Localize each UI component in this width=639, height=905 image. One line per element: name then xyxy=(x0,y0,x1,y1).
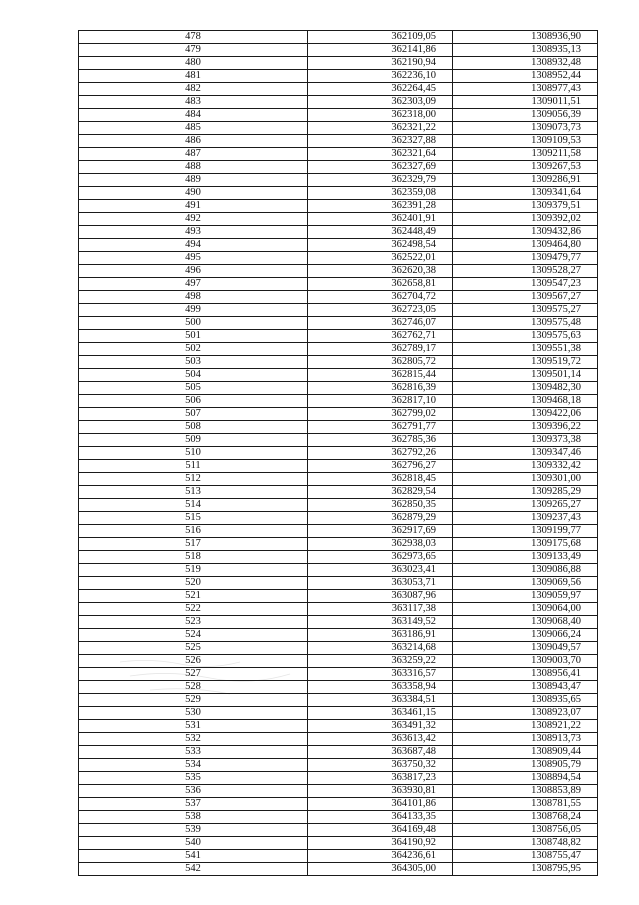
y-coordinate-cell: 1308909,44 xyxy=(453,746,598,759)
y-coordinate-cell: 1308977,43 xyxy=(453,83,598,96)
table-row xyxy=(79,122,598,135)
x-coordinate-cell: 362805,72 xyxy=(308,356,453,369)
y-coordinate-cell: 1309379,51 xyxy=(453,200,598,213)
y-coordinate-cell: 1309267,53 xyxy=(453,161,598,174)
x-coordinate-cell: 362938,03 xyxy=(308,538,453,551)
y-coordinate-cell: 1308748,82 xyxy=(453,837,598,850)
table-row xyxy=(79,187,598,200)
x-coordinate-cell: 362723,05 xyxy=(308,304,453,317)
y-coordinate-cell: 1308956,41 xyxy=(453,668,598,681)
table-row xyxy=(79,239,598,252)
point-number-cell: 480 xyxy=(79,57,308,70)
table-row xyxy=(79,200,598,213)
x-coordinate-cell: 363117,38 xyxy=(308,603,453,616)
table-row xyxy=(79,421,598,434)
point-number-cell: 498 xyxy=(79,291,308,304)
x-coordinate-cell: 362321,64 xyxy=(308,148,453,161)
point-number-cell: 517 xyxy=(79,538,308,551)
x-coordinate-cell: 362816,39 xyxy=(308,382,453,395)
y-coordinate-cell: 1309086,88 xyxy=(453,564,598,577)
y-coordinate-cell: 1309133,49 xyxy=(453,551,598,564)
x-coordinate-cell: 363461,15 xyxy=(308,707,453,720)
y-coordinate-cell: 1309237,43 xyxy=(453,512,598,525)
y-coordinate-cell: 1308943,47 xyxy=(453,681,598,694)
y-coordinate-cell: 1309396,22 xyxy=(453,421,598,434)
point-number-cell: 491 xyxy=(79,200,308,213)
y-coordinate-cell: 1309528,27 xyxy=(453,265,598,278)
y-coordinate-cell: 1308768,24 xyxy=(453,811,598,824)
point-number-cell: 541 xyxy=(79,850,308,863)
x-coordinate-cell: 362327,69 xyxy=(308,161,453,174)
table-row xyxy=(79,369,598,382)
x-coordinate-cell: 364305,00 xyxy=(308,863,453,876)
table-row xyxy=(79,694,598,707)
x-coordinate-cell: 362620,38 xyxy=(308,265,453,278)
table-row xyxy=(79,798,598,811)
table-row xyxy=(79,434,598,447)
x-coordinate-cell: 362815,44 xyxy=(308,369,453,382)
point-number-cell: 531 xyxy=(79,720,308,733)
point-number-cell: 521 xyxy=(79,590,308,603)
point-number-cell: 485 xyxy=(79,122,308,135)
y-coordinate-cell: 1309501,14 xyxy=(453,369,598,382)
x-coordinate-cell: 363750,32 xyxy=(308,759,453,772)
x-coordinate-cell: 363214,68 xyxy=(308,642,453,655)
table-row xyxy=(79,109,598,122)
table-row xyxy=(79,629,598,642)
table-row xyxy=(79,57,598,70)
x-coordinate-cell: 363149,52 xyxy=(308,616,453,629)
table-row xyxy=(79,96,598,109)
x-coordinate-cell: 362850,35 xyxy=(308,499,453,512)
point-number-cell: 495 xyxy=(79,252,308,265)
point-number-cell: 519 xyxy=(79,564,308,577)
table-row xyxy=(79,330,598,343)
point-number-cell: 535 xyxy=(79,772,308,785)
x-coordinate-cell: 363687,48 xyxy=(308,746,453,759)
x-coordinate-cell: 362746,07 xyxy=(308,317,453,330)
point-number-cell: 512 xyxy=(79,473,308,486)
table-row xyxy=(79,824,598,837)
y-coordinate-cell: 1309392,02 xyxy=(453,213,598,226)
y-coordinate-cell: 1309066,24 xyxy=(453,629,598,642)
y-coordinate-cell: 1309265,27 xyxy=(453,499,598,512)
x-coordinate-cell: 363259,22 xyxy=(308,655,453,668)
table-row xyxy=(79,83,598,96)
x-coordinate-cell: 362818,45 xyxy=(308,473,453,486)
point-number-cell: 540 xyxy=(79,837,308,850)
table-row xyxy=(79,837,598,850)
y-coordinate-cell: 1308905,79 xyxy=(453,759,598,772)
table-row xyxy=(79,252,598,265)
x-coordinate-cell: 362879,29 xyxy=(308,512,453,525)
table-row xyxy=(79,642,598,655)
y-coordinate-cell: 1309211,58 xyxy=(453,148,598,161)
y-coordinate-cell: 1309347,46 xyxy=(453,447,598,460)
y-coordinate-cell: 1309432,86 xyxy=(453,226,598,239)
table-row xyxy=(79,408,598,421)
point-number-cell: 515 xyxy=(79,512,308,525)
x-coordinate-cell: 363358,94 xyxy=(308,681,453,694)
y-coordinate-cell: 1309068,40 xyxy=(453,616,598,629)
table-row xyxy=(79,863,598,876)
point-number-cell: 509 xyxy=(79,434,308,447)
x-coordinate-cell: 362791,77 xyxy=(308,421,453,434)
x-coordinate-cell: 362829,54 xyxy=(308,486,453,499)
point-number-cell: 489 xyxy=(79,174,308,187)
point-number-cell: 526 xyxy=(79,655,308,668)
point-number-cell: 482 xyxy=(79,83,308,96)
y-coordinate-cell: 1308894,54 xyxy=(453,772,598,785)
y-coordinate-cell: 1308756,05 xyxy=(453,824,598,837)
x-coordinate-cell: 362109,05 xyxy=(308,31,453,44)
point-number-cell: 483 xyxy=(79,96,308,109)
x-coordinate-cell: 362792,26 xyxy=(308,447,453,460)
y-coordinate-cell: 1308923,07 xyxy=(453,707,598,720)
point-number-cell: 508 xyxy=(79,421,308,434)
table-row xyxy=(79,772,598,785)
y-coordinate-cell: 1308936,90 xyxy=(453,31,598,44)
table-row xyxy=(79,850,598,863)
x-coordinate-cell: 362498,54 xyxy=(308,239,453,252)
point-number-cell: 542 xyxy=(79,863,308,876)
x-coordinate-cell: 363817,23 xyxy=(308,772,453,785)
point-number-cell: 504 xyxy=(79,369,308,382)
x-coordinate-cell: 363491,32 xyxy=(308,720,453,733)
table-row xyxy=(79,356,598,369)
table-row xyxy=(79,681,598,694)
point-number-cell: 481 xyxy=(79,70,308,83)
x-coordinate-cell: 363023,41 xyxy=(308,564,453,577)
point-number-cell: 524 xyxy=(79,629,308,642)
point-number-cell: 500 xyxy=(79,317,308,330)
x-coordinate-cell: 362329,79 xyxy=(308,174,453,187)
table-row xyxy=(79,720,598,733)
table-row xyxy=(79,707,598,720)
point-number-cell: 494 xyxy=(79,239,308,252)
table-row xyxy=(79,811,598,824)
table-row xyxy=(79,486,598,499)
y-coordinate-cell: 1309547,23 xyxy=(453,278,598,291)
point-number-cell: 479 xyxy=(79,44,308,57)
table-row xyxy=(79,213,598,226)
x-coordinate-cell: 363053,71 xyxy=(308,577,453,590)
x-coordinate-cell: 362762,71 xyxy=(308,330,453,343)
y-coordinate-cell: 1308853,89 xyxy=(453,785,598,798)
y-coordinate-cell: 1308921,22 xyxy=(453,720,598,733)
point-number-cell: 529 xyxy=(79,694,308,707)
table-row xyxy=(79,382,598,395)
y-coordinate-cell: 1309011,51 xyxy=(453,96,598,109)
table-row xyxy=(79,668,598,681)
x-coordinate-cell: 362799,02 xyxy=(308,408,453,421)
point-number-cell: 525 xyxy=(79,642,308,655)
x-coordinate-cell: 362236,10 xyxy=(308,70,453,83)
y-coordinate-cell: 1309069,56 xyxy=(453,577,598,590)
x-coordinate-cell: 362973,65 xyxy=(308,551,453,564)
point-number-cell: 478 xyxy=(79,31,308,44)
x-coordinate-cell: 362391,28 xyxy=(308,200,453,213)
table-row xyxy=(79,577,598,590)
y-coordinate-cell: 1308795,95 xyxy=(453,863,598,876)
point-number-cell: 528 xyxy=(79,681,308,694)
y-coordinate-cell: 1309199,77 xyxy=(453,525,598,538)
y-coordinate-cell: 1309064,00 xyxy=(453,603,598,616)
table-row xyxy=(79,603,598,616)
y-coordinate-cell: 1309479,77 xyxy=(453,252,598,265)
y-coordinate-cell: 1309301,00 xyxy=(453,473,598,486)
table-row xyxy=(79,616,598,629)
y-coordinate-cell: 1309464,80 xyxy=(453,239,598,252)
table-row xyxy=(79,304,598,317)
x-coordinate-cell: 363613,42 xyxy=(308,733,453,746)
x-coordinate-cell: 363186,91 xyxy=(308,629,453,642)
point-number-cell: 513 xyxy=(79,486,308,499)
y-coordinate-cell: 1309286,91 xyxy=(453,174,598,187)
x-coordinate-cell: 363087,96 xyxy=(308,590,453,603)
y-coordinate-cell: 1309073,73 xyxy=(453,122,598,135)
table-row xyxy=(79,278,598,291)
x-coordinate-cell: 362658,81 xyxy=(308,278,453,291)
x-coordinate-cell: 362190,94 xyxy=(308,57,453,70)
point-number-cell: 487 xyxy=(79,148,308,161)
x-coordinate-cell: 363316,57 xyxy=(308,668,453,681)
table-row xyxy=(79,551,598,564)
point-number-cell: 497 xyxy=(79,278,308,291)
point-number-cell: 534 xyxy=(79,759,308,772)
table-row xyxy=(79,785,598,798)
x-coordinate-cell: 362785,36 xyxy=(308,434,453,447)
table-row xyxy=(79,512,598,525)
table-row xyxy=(79,174,598,187)
point-number-cell: 507 xyxy=(79,408,308,421)
x-coordinate-cell: 362817,10 xyxy=(308,395,453,408)
point-number-cell: 510 xyxy=(79,447,308,460)
x-coordinate-cell: 362327,88 xyxy=(308,135,453,148)
point-number-cell: 536 xyxy=(79,785,308,798)
y-coordinate-cell: 1309341,64 xyxy=(453,187,598,200)
table-row xyxy=(79,291,598,304)
x-coordinate-cell: 363930,81 xyxy=(308,785,453,798)
point-number-cell: 532 xyxy=(79,733,308,746)
table-row xyxy=(79,460,598,473)
y-coordinate-cell: 1309519,72 xyxy=(453,356,598,369)
point-number-cell: 499 xyxy=(79,304,308,317)
x-coordinate-cell: 362401,91 xyxy=(308,213,453,226)
x-coordinate-cell: 362789,17 xyxy=(308,343,453,356)
x-coordinate-cell: 364133,35 xyxy=(308,811,453,824)
y-coordinate-cell: 1309468,18 xyxy=(453,395,598,408)
table-row xyxy=(79,447,598,460)
table-row xyxy=(79,733,598,746)
table-row xyxy=(79,161,598,174)
table-row xyxy=(79,564,598,577)
table-row xyxy=(79,590,598,603)
point-number-cell: 490 xyxy=(79,187,308,200)
point-number-cell: 486 xyxy=(79,135,308,148)
table-row xyxy=(79,499,598,512)
point-number-cell: 516 xyxy=(79,525,308,538)
table-row xyxy=(79,525,598,538)
y-coordinate-cell: 1309422,06 xyxy=(453,408,598,421)
y-coordinate-cell: 1309575,63 xyxy=(453,330,598,343)
x-coordinate-cell: 364169,48 xyxy=(308,824,453,837)
table-row xyxy=(79,44,598,57)
y-coordinate-cell: 1308935,65 xyxy=(453,694,598,707)
point-number-cell: 506 xyxy=(79,395,308,408)
coordinates-table-body xyxy=(79,31,598,876)
table-row xyxy=(79,538,598,551)
y-coordinate-cell: 1309482,30 xyxy=(453,382,598,395)
y-coordinate-cell: 1309056,39 xyxy=(453,109,598,122)
point-number-cell: 501 xyxy=(79,330,308,343)
table-row xyxy=(79,31,598,44)
x-coordinate-cell: 362359,08 xyxy=(308,187,453,200)
point-number-cell: 527 xyxy=(79,668,308,681)
point-number-cell: 496 xyxy=(79,265,308,278)
point-number-cell: 533 xyxy=(79,746,308,759)
y-coordinate-cell: 1309567,27 xyxy=(453,291,598,304)
point-number-cell: 518 xyxy=(79,551,308,564)
x-coordinate-cell: 362704,72 xyxy=(308,291,453,304)
point-number-cell: 488 xyxy=(79,161,308,174)
point-number-cell: 520 xyxy=(79,577,308,590)
table-row xyxy=(79,343,598,356)
y-coordinate-cell: 1309575,48 xyxy=(453,317,598,330)
x-coordinate-cell: 362264,45 xyxy=(308,83,453,96)
x-coordinate-cell: 364236,61 xyxy=(308,850,453,863)
coordinates-table xyxy=(78,30,598,876)
y-coordinate-cell: 1308935,13 xyxy=(453,44,598,57)
point-number-cell: 538 xyxy=(79,811,308,824)
y-coordinate-cell: 1308913,73 xyxy=(453,733,598,746)
y-coordinate-cell: 1308755,47 xyxy=(453,850,598,863)
point-number-cell: 505 xyxy=(79,382,308,395)
point-number-cell: 523 xyxy=(79,616,308,629)
y-coordinate-cell: 1309059,97 xyxy=(453,590,598,603)
point-number-cell: 530 xyxy=(79,707,308,720)
table-row xyxy=(79,655,598,668)
y-coordinate-cell: 1308952,44 xyxy=(453,70,598,83)
table-row xyxy=(79,759,598,772)
table-row xyxy=(79,226,598,239)
point-number-cell: 511 xyxy=(79,460,308,473)
x-coordinate-cell: 362448,49 xyxy=(308,226,453,239)
y-coordinate-cell: 1309285,29 xyxy=(453,486,598,499)
table-row xyxy=(79,70,598,83)
y-coordinate-cell: 1309332,42 xyxy=(453,460,598,473)
point-number-cell: 502 xyxy=(79,343,308,356)
y-coordinate-cell: 1308781,55 xyxy=(453,798,598,811)
x-coordinate-cell: 362318,00 xyxy=(308,109,453,122)
table-row xyxy=(79,265,598,278)
point-number-cell: 522 xyxy=(79,603,308,616)
point-number-cell: 492 xyxy=(79,213,308,226)
point-number-cell: 484 xyxy=(79,109,308,122)
point-number-cell: 503 xyxy=(79,356,308,369)
y-coordinate-cell: 1308932,48 xyxy=(453,57,598,70)
table-row xyxy=(79,746,598,759)
x-coordinate-cell: 364101,86 xyxy=(308,798,453,811)
y-coordinate-cell: 1309175,68 xyxy=(453,538,598,551)
x-coordinate-cell: 362321,22 xyxy=(308,122,453,135)
y-coordinate-cell: 1309575,27 xyxy=(453,304,598,317)
y-coordinate-cell: 1309551,38 xyxy=(453,343,598,356)
table-row xyxy=(79,473,598,486)
y-coordinate-cell: 1309109,53 xyxy=(453,135,598,148)
table-row xyxy=(79,135,598,148)
point-number-cell: 514 xyxy=(79,499,308,512)
point-number-cell: 493 xyxy=(79,226,308,239)
x-coordinate-cell: 362796,27 xyxy=(308,460,453,473)
x-coordinate-cell: 362303,09 xyxy=(308,96,453,109)
table-row xyxy=(79,395,598,408)
y-coordinate-cell: 1309049,57 xyxy=(453,642,598,655)
y-coordinate-cell: 1309373,38 xyxy=(453,434,598,447)
x-coordinate-cell: 362917,69 xyxy=(308,525,453,538)
x-coordinate-cell: 362522,01 xyxy=(308,252,453,265)
y-coordinate-cell: 1309003,70 xyxy=(453,655,598,668)
x-coordinate-cell: 363384,51 xyxy=(308,694,453,707)
table-row xyxy=(79,148,598,161)
point-number-cell: 539 xyxy=(79,824,308,837)
x-coordinate-cell: 362141,86 xyxy=(308,44,453,57)
x-coordinate-cell: 364190,92 xyxy=(308,837,453,850)
table-row xyxy=(79,317,598,330)
point-number-cell: 537 xyxy=(79,798,308,811)
